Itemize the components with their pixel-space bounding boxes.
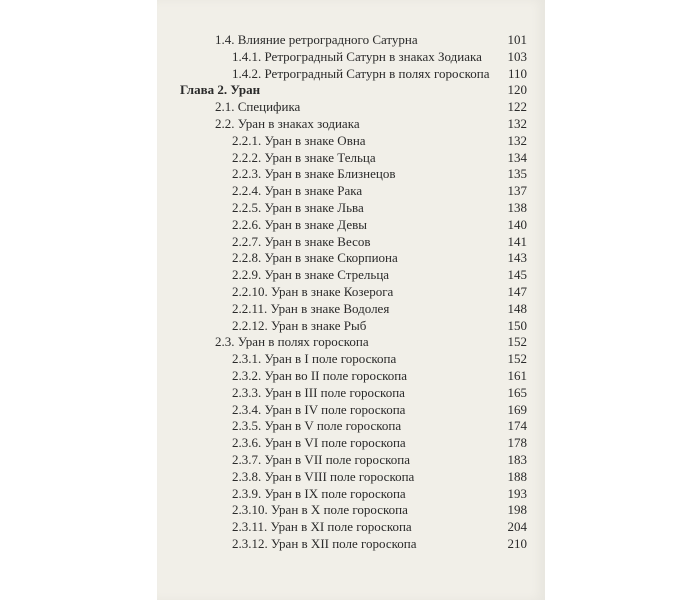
toc-entry-label [232,385,405,402]
toc-entry [157,469,545,486]
toc-entry-label [232,469,414,486]
toc-entry-label [232,250,398,267]
toc-entry-number: 2.3.3. [232,384,262,400]
toc-entry-label [232,66,489,83]
toc-entry-label [232,284,393,301]
toc-entry-title: Уран в V поле гороскопа [264,418,402,434]
toc-entry [157,536,545,553]
toc-entry-label [232,519,412,536]
toc-entry [157,385,545,402]
toc-entry [157,284,545,301]
toc-entry-title: Уран в знаке Козерога [271,283,394,299]
toc-entry [157,66,545,83]
toc-entry-number: 2.2.6. [232,216,262,232]
toc-entry [157,133,545,150]
toc-entry-title: Уран в III поле гороскопа [264,384,405,400]
toc-entry-page: 101 [507,32,527,47]
toc-entry-label [215,334,369,351]
toc-entry-label [232,49,482,66]
toc-entry-label [232,418,401,435]
book-page [157,0,545,600]
toc-entry-title: Уран в знаке Тельца [264,149,376,165]
toc-entry [157,334,545,351]
toc-entry-title: Уран в знаке Рака [264,183,363,199]
toc-entry-number: 2.2. [215,115,235,131]
toc-entry-label [232,166,396,183]
toc-entry-title: Уран в X поле гороскопа [271,502,408,518]
toc-entry-title: Уран в знаке Близнецов [264,166,396,182]
toc-entry-page: 140 [507,216,527,232]
toc-entry-page: 152 [507,334,527,350]
toc-entry-page: 204 [507,519,527,535]
toc-entry-number: 2.2.7. [232,233,262,249]
toc-entry-page: 193 [507,485,527,501]
toc-entry [157,116,545,133]
toc-entry-title: Уран в XI поле гороскопа [270,519,412,535]
toc-entry-title: Уран в IV поле гороскопа [264,401,406,417]
toc-entry-number: 2.3.12. [232,535,268,551]
toc-entry-number: 2.2.3. [232,166,262,182]
toc-entry-page: 161 [507,367,527,383]
toc-entry-title: Специфика [237,99,301,115]
toc-entry-number: 2.3.10. [232,502,268,518]
toc-entry-page: 178 [507,435,527,451]
toc-entry-number: 2.3.8. [232,468,262,484]
toc-entry-number: 1.4.2. [232,65,262,81]
toc-entry-page: 210 [507,535,527,551]
toc-entry-label [232,486,406,503]
toc-entry-title: Уран в знаке Скорпиона [264,250,398,266]
toc-entry [157,502,545,519]
toc-entry-label [232,150,376,167]
toc-entry-label [232,435,406,452]
toc-entry-number: 2.3.5. [232,418,262,434]
toc-entry [157,368,545,385]
toc-entry-title: Уран в знаке Водолея [270,300,390,316]
toc-entry-page: 143 [507,250,527,266]
toc-entry-page: 145 [507,267,527,283]
toc-entry-label [232,200,364,217]
toc-entry [157,250,545,267]
toc-entry [157,267,545,284]
toc-entry-title: Уран в IX поле гороскопа [264,485,406,501]
toc-entry-number: 2.2.10. [232,283,268,299]
toc-entry-label [232,502,408,519]
toc-entry-page: 122 [507,99,527,115]
toc-entry-title: Уран в VIII поле гороскопа [264,468,415,484]
toc-entry-number: 2.1. [215,99,235,115]
toc-entry-number: 2.3.9. [232,485,262,501]
toc-entry-page: 198 [507,502,527,518]
toc-entry-label [215,99,300,116]
toc-entry [157,166,545,183]
toc-entry-page: 188 [507,468,527,484]
toc-entry-label [215,32,418,49]
toc-entry-page: 147 [507,283,527,299]
toc-entry [157,301,545,318]
toc-entry-number: 2.2.11. [232,300,268,316]
toc-entry-title: Уран в I поле гороскопа [264,351,397,367]
toc-entry-title: Уран в знаке Весов [264,233,371,249]
toc-entry [157,519,545,536]
toc-entry [157,234,545,251]
toc-entry-number: 2.3.4. [232,401,262,417]
toc-entry-number: 2.2.1. [232,132,262,148]
toc-entry-number: 2.2.4. [232,183,262,199]
toc-entry-page: 132 [507,115,527,131]
toc-entry-title: Влияние ретроградного Сатурна [237,32,418,47]
toc-entry-number: 1.4.1. [232,48,262,64]
toc-entry-page: 134 [507,149,527,165]
toc-entry-page: 110 [507,65,527,81]
toc-entry-page: 148 [507,300,527,316]
toc-entry [157,351,545,368]
toc-entry-label [232,133,366,150]
toc-entry-title: Уран в VII поле гороскопа [264,451,411,467]
toc-entry-title: Ретроградный Сатурн в полях гороскопа [264,65,490,81]
toc-entry-label [232,452,410,469]
toc-entry-title: Уран в знаке Девы [264,216,367,232]
toc-entry [157,435,545,452]
toc-entry-label [180,82,260,99]
toc-entry [157,183,545,200]
toc-entry-label [232,368,407,385]
toc-entry-label [232,536,417,553]
toc-entry-page: 141 [507,233,527,249]
toc-entry-page: 137 [507,183,527,199]
toc-entry-label [232,267,389,284]
toc-entry [157,452,545,469]
toc-entry-label [215,116,360,133]
toc-entry-title: Уран в знаках зодиака [237,115,360,131]
toc-entry-number: Глава 2. [180,82,228,98]
toc-entry-title: Уран в знаке Овна [264,132,366,148]
toc-entry-page: 152 [507,351,527,367]
toc-entry-number: 2.2.5. [232,199,262,215]
toc-entry-title: Уран в знаке Льва [264,199,364,215]
toc-entry [157,486,545,503]
toc-entry-label [232,402,405,419]
toc-entry-title: Уран [230,82,261,98]
toc-entry-label [232,351,396,368]
toc-entry-label [232,301,389,318]
toc-entry-page: 135 [507,166,527,182]
toc-entry [157,200,545,217]
toc-entry-number: 2.3.7. [232,451,262,467]
toc-entry-label [232,217,367,234]
toc-entry [157,82,545,99]
toc-entry [157,318,545,335]
toc-entry-title: Уран в XII поле гороскопа [271,535,417,551]
toc-entry-page: 132 [507,132,527,148]
toc-entry [157,418,545,435]
toc-entry-title: Уран в знаке Стрельца [264,267,390,283]
toc-entry [157,49,545,66]
toc-entry-label [232,318,366,335]
toc-entry [157,217,545,234]
toc-entry-page: 120 [507,82,527,98]
toc-entry-title: Уран во II поле гороскопа [264,367,408,383]
table-of-contents [157,32,545,553]
toc-entry-number: 2.3.1. [232,351,262,367]
toc-entry-page: 150 [507,317,527,333]
toc-entry-page: 103 [507,48,527,64]
toc-entry-number: 2.2.12. [232,317,268,333]
toc-entry-number: 2.2.2. [232,149,262,165]
toc-entry-number: 2.3. [215,334,235,350]
toc-entry-page: 169 [507,401,527,417]
toc-entry-number: 2.2.9. [232,267,262,283]
toc-entry-number: 1.4. [215,32,235,47]
toc-entry [157,402,545,419]
toc-entry-title: Ретроградный Сатурн в знаках Зодиака [264,48,482,64]
toc-entry-number: 2.3.11. [232,519,268,535]
toc-entry-title: Уран в знаке Рыб [271,317,367,333]
toc-entry [157,99,545,116]
toc-entry-title: Уран в полях гороскопа [237,334,369,350]
toc-entry-label [232,183,362,200]
toc-entry-label [232,234,370,251]
toc-entry-page: 138 [507,199,527,215]
toc-entry-page: 165 [507,384,527,400]
toc-entry [157,150,545,167]
toc-entry [157,32,545,49]
toc-entry-number: 2.2.8. [232,250,262,266]
toc-entry-page: 174 [507,418,527,434]
toc-entry-page: 183 [507,451,527,467]
toc-entry-number: 2.3.2. [232,367,262,383]
toc-entry-number: 2.3.6. [232,435,262,451]
toc-entry-title: Уран в VI поле гороскопа [264,435,406,451]
